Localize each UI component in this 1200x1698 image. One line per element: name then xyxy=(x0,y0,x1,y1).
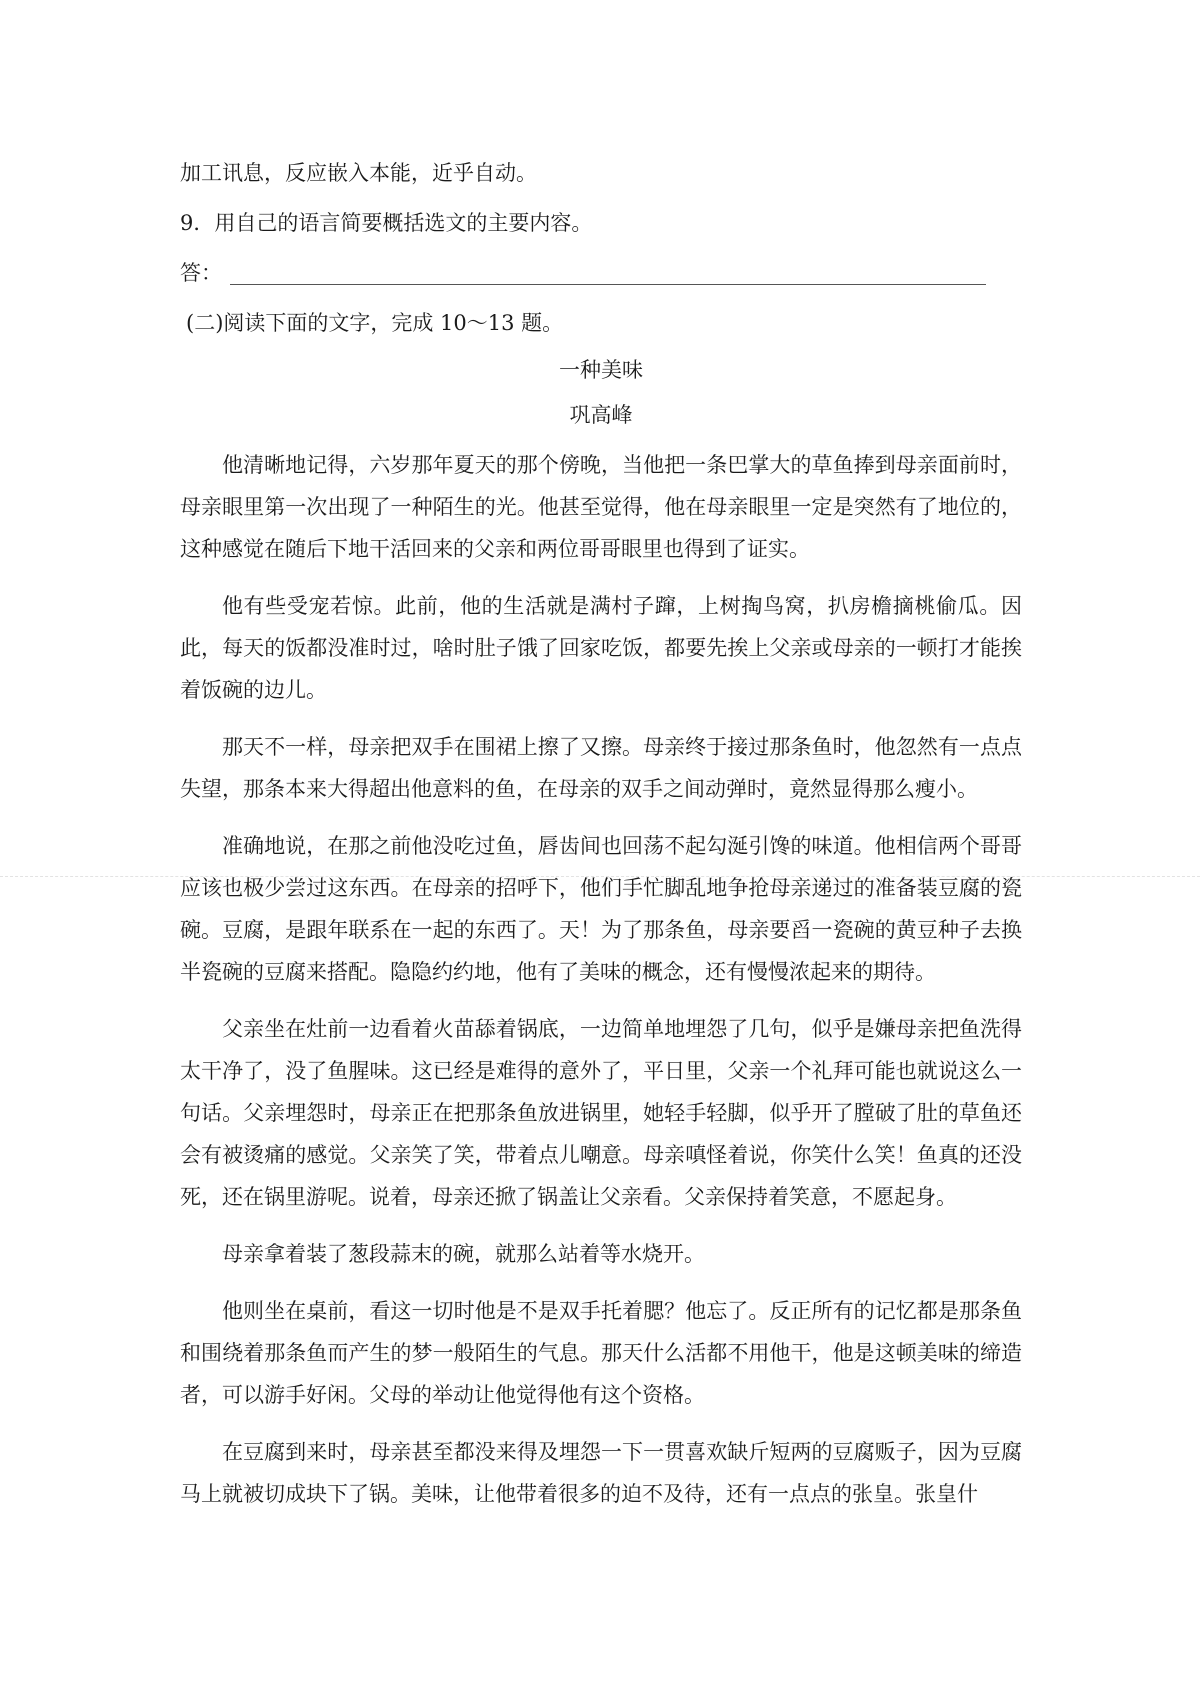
document-body xyxy=(180,148,1022,1530)
answer-field[interactable] xyxy=(180,248,1022,298)
paragraph-6: 母亲拿着装了葱段蒜末的碗，就那么站着等水烧开。 xyxy=(222,1242,705,1266)
paragraph-8: 在豆腐到来时，母亲甚至都没来得及埋怨一下一贯喜欢缺斤短两的豆腐贩子，因为豆腐马上就被切成块下了锅。美味，让他带着很多的迫不及待，还有一点点的张皇。张皇什 xyxy=(180,1440,1022,1506)
paragraph-1: 他清晰地记得，六岁那年夏天的那个傍晚，当他把一条巴掌大的草鱼捧到母亲面前时，母亲眼里第一次出现了一种陌生的光。他甚至觉得，他在母亲眼里一定是突然有了地位的，这种感觉在随后下地干活回来的父亲和两位哥哥眼里也得到了证实。 xyxy=(180,453,1022,561)
paragraph-4: 准确地说，在那之前他没吃过鱼，唇齿间也回荡不起勾涎引馋的味道。他相信两个哥哥应该也极少尝过这东西。在母亲的招呼下，他们手忙脚乱地争抢母亲递过的准备装豆腐的瓷碗。豆腐，是跟年联系在一起的东西了。天！为了那条鱼，母亲要舀一瓷碗的黄豆种子去换半瓷碗的豆腐来搭配。隐隐约约地，他有了美味的概念，还有慢慢浓起来的期待。 xyxy=(180,834,1022,984)
paragraph-3: 那天不一样，母亲把双手在围裙上擦了又擦。母亲终于接过那条鱼时，他忽然有一点点失望，那条本来大得超出他意料的鱼，在母亲的双手之间动弹时，竟然显得那么瘦小。 xyxy=(180,735,1022,801)
paragraph-5: 父亲坐在灶前一边看着火苗舔着锅底，一边简单地埋怨了几句，似乎是嫌母亲把鱼洗得太干净了，没了鱼腥味。这已经是难得的意外了，平日里，父亲一个礼拜可能也就说这么一句话。父亲埋怨时，母亲正在把那条鱼放进锅里，她轻手轻脚，似乎开了膛破了肚的草鱼还会有被烫痛的感觉。父亲笑了笑，带着点儿嘲意。母亲嗔怪着说，你笑什么笑！鱼真的还没死，还在锅里游呢。说着，母亲还掀了锅盖让父亲看。父亲保持着笑意，不愿起身。 xyxy=(180,1017,1022,1209)
answer-blank-line[interactable] xyxy=(230,260,986,285)
paragraph-7: 他则坐在桌前，看这一切时他是不是双手托着腮？他忘了。反正所有的记忆都是那条鱼和围绕着那条鱼而产生的梦一般陌生的气息。那天什么活都不用他干，他是这顿美味的缔造者，可以游手好闲。父母的举动让他觉得他有这个资格。 xyxy=(180,1299,1022,1407)
question-9: 9．用自己的语言简要概括选文的主要内容。 xyxy=(180,211,593,235)
continuation-text: 加工讯息，反应嵌入本能，近乎自动。 xyxy=(180,161,537,185)
answer-label: 答： xyxy=(180,261,222,285)
section-heading: (二)阅读下面的文字，完成 10～13 题。 xyxy=(186,311,564,335)
paragraph-2: 他有些受宠若惊。此前，他的生活就是满村子蹿，上树掏鸟窝，扒房檐摘桃偷瓜。因此，每天的饭都没准时过，啥时肚子饿了回家吃饭，都要先挨上父亲或母亲的一顿打才能挨着饭碗的边儿。 xyxy=(180,594,1022,702)
article-title: 一种美味 xyxy=(559,358,643,382)
article-author: 巩高峰 xyxy=(569,403,633,427)
